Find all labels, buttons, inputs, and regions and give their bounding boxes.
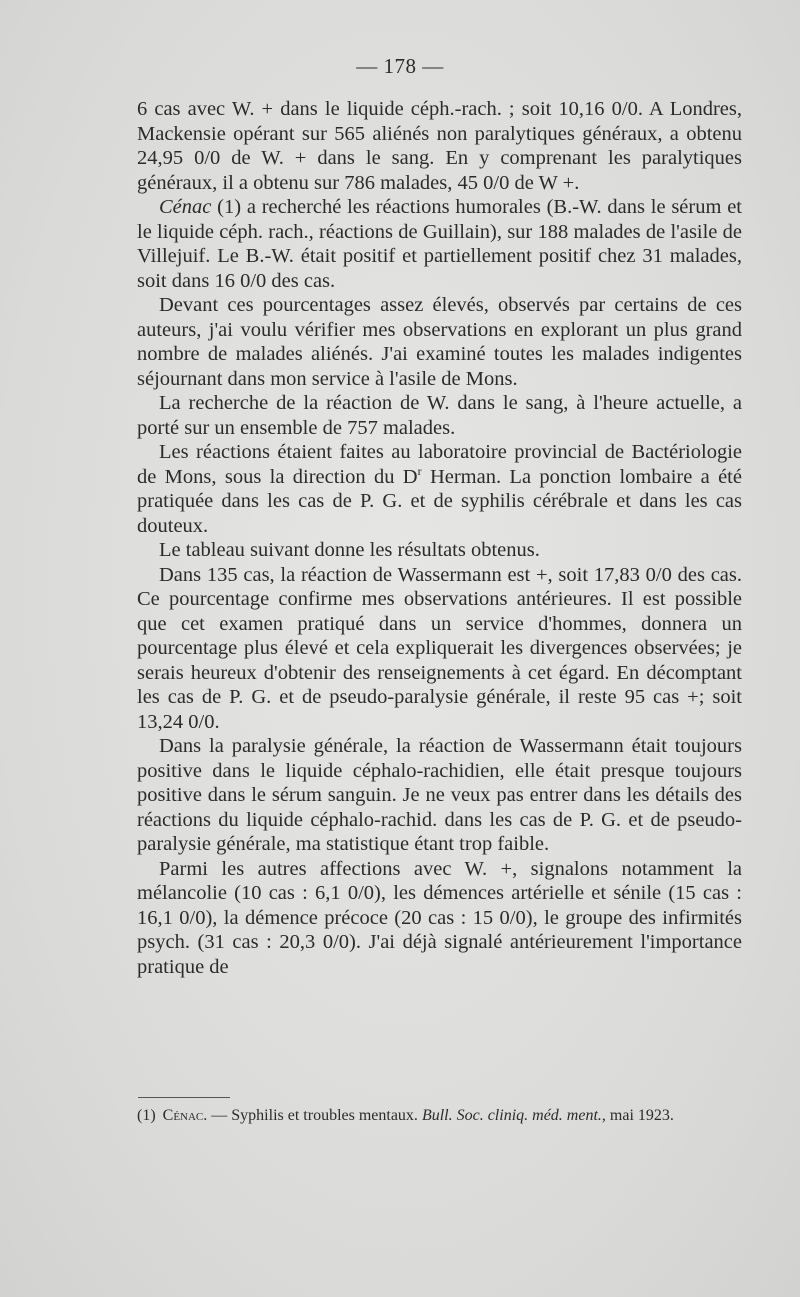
paragraph — [137, 734, 742, 857]
paragraph-segment: Devant ces pourcentages assez élevés, observés par certains de ces auteurs, j'ai voulu vérifier mes observations en explorant un plus grand nombre de malades aliénés. J'ai examiné toutes les malades indigentes séjournant dans mon service à l'asile de Mons. — [137, 294, 742, 390]
paragraph — [137, 97, 742, 195]
paragraph — [137, 440, 742, 538]
paragraph — [137, 391, 742, 440]
paragraph — [137, 538, 742, 563]
footnote-tail: , mai 1923. — [601, 1107, 674, 1124]
paragraph-segment: r — [417, 463, 422, 478]
footnote-divider — [138, 1097, 230, 1098]
paragraph — [137, 195, 742, 293]
paragraph-segment: La recherche de la réaction de W. dans le sang, à l'heure actuelle, a porté sur un ensemble de 757 malades. — [137, 392, 742, 439]
page-number: — 178 — — [356, 54, 444, 78]
paragraph — [137, 293, 742, 391]
footnote — [137, 1106, 742, 1126]
paragraph-segment: Herman. La ponction lombaire a été pratiquée dans les cas de P. G. et de syphilis cérébrale et dans les cas douteux. — [137, 465, 742, 537]
paragraph — [137, 563, 742, 735]
footnote-journal: Bull. Soc. cliniq. méd. ment. — [421, 1107, 602, 1124]
paragraph-segment: Cénac — [159, 196, 212, 218]
body-text — [137, 97, 742, 979]
paragraph-segment: Parmi les autres affections avec W. +, signalons notamment la mélancolie (10 cas : 6,1 0/0), les démences artérielle et sénile (15 cas : 16,1 0/0), la démence précoce (20 cas : 15 0/0), le groupe des infirmités psych. (31 cas : 20,3 0/0). J'ai déjà signalé antérieurement l'importance pratique de — [137, 857, 742, 978]
paragraph-segment: 6 cas avec W. + dans le liquide céph.-rach. ; soit 10,16 0/0. A Londres, Mackensie opérant sur 565 aliénés non paralytiques généraux, a obtenu 24,95 0/0 de W. + dans le sang. En y comprenant les paralytiques généraux, il a obtenu sur 786 malades, 45 0/0 de W +. — [137, 98, 742, 194]
paragraph-segment: Le tableau suivant donne les résultats obtenus. — [159, 539, 540, 561]
paragraph-segment: Dans 135 cas, la réaction de Wassermann est +, soit 17,83 0/0 des cas. Ce pourcentage confirme mes observations antérieures. Il est possible que cet examen pratiqué dans un service d'hommes, donnera un pourcentage plus élevé et cela expliquerait les divergences observées; je serais heureux d'obtenir des renseignements à cet égard. En décomptant les cas de P. G. et de pseudo-paralysie générale, il reste 95 cas +; soit 13,24 0/0. — [137, 563, 742, 733]
footnote-marker: (1) — [137, 1107, 156, 1124]
paragraph — [137, 857, 742, 980]
paragraph-segment: (1) a recherché les réactions humorales (B.-W. dans le sérum et le liquide céph. rach., réactions de Guillain), sur 188 malades de l'asile de Villejuif. Le B.-W. était positif et partiellement positif chez 31 malades, soit dans 16 0/0 des cas. — [137, 196, 742, 292]
paragraph-segment: Les réactions étaient faites au laboratoire provincial de Bactériologie de Mons, sous la direction du D — [137, 441, 742, 488]
footnote-text: — Syphilis et troubles mentaux. — [207, 1107, 422, 1124]
paragraph-segment: Dans la paralysie générale, la réaction de Wassermann était toujours positive dans le liquide céphalo-rachidien, elle était presque toujours positive dans le sérum sanguin. Je ne veux pas entrer dans les détails des réactions du liquide céphalo-rachid. dans les cas de P. G. et de pseudo-paralysie générale, ma statistique étant trop faible. — [137, 735, 742, 855]
footnote-author: Cénac. — [162, 1107, 208, 1124]
